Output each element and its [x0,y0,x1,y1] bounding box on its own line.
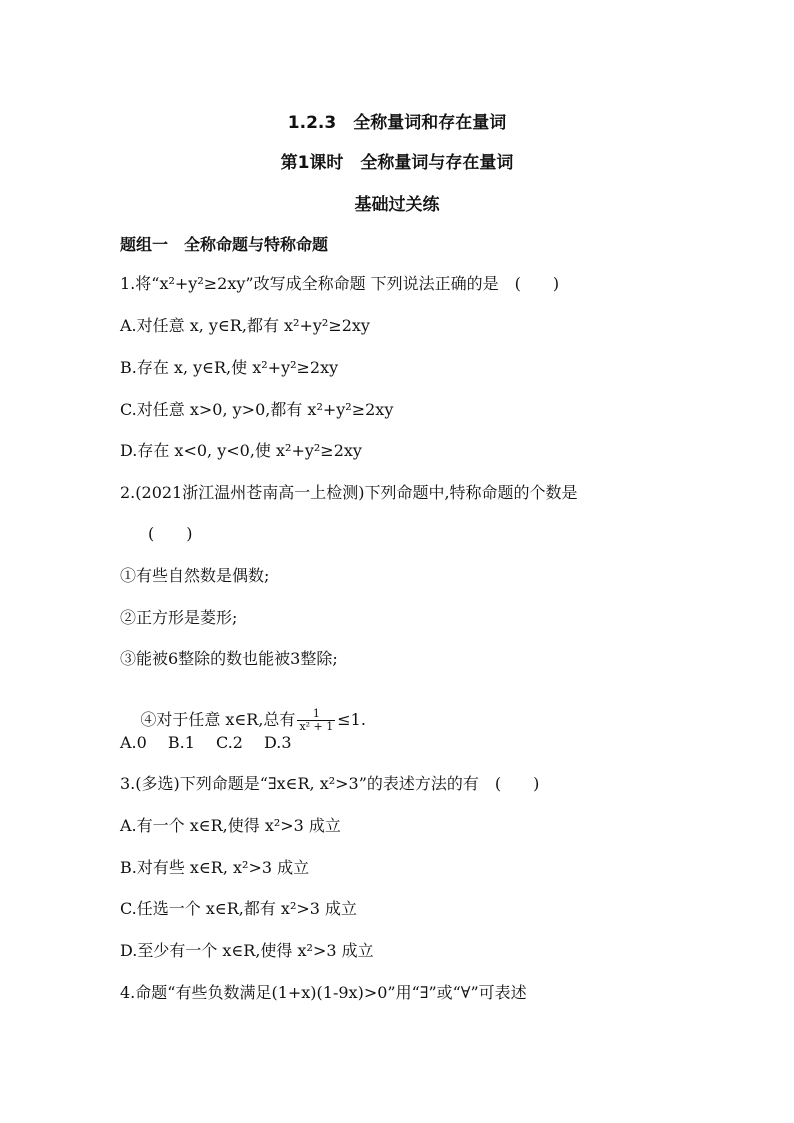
fraction-denominator: x² + 1 [299,720,334,733]
item-4-prefix: ④对于任意 x∈R,总有 [140,710,296,729]
question-1-stem: 1.将“x²+y²≥2xy”改写成全称命题 下列说法正确的是 ( ) [120,274,560,293]
question-2-item-1: ①有些自然数是偶数; [120,566,270,585]
question-1-option-b: B.存在 x, y∈R,使 x²+y²≥2xy [120,358,339,377]
question-1-option-d: D.存在 x<0, y<0,使 x²+y²≥2xy [120,441,362,460]
question-2-stem: 2.(2021浙江温州苍南高一上检测)下列命题中,特称命题的个数是 [120,483,578,502]
section-title: 1.2.3 全称量词和存在量词 [287,113,507,133]
question-3-option-b: B.对有些 x∈R, x²>3 成立 [120,858,310,877]
question-2-answer-paren: ( ) [148,524,193,543]
question-2-item-2: ②正方形是菱形; [120,608,238,627]
question-3-option-d: D.至少有一个 x∈R,使得 x²>3 成立 [120,941,374,960]
question-3-option-a: A.有一个 x∈R,使得 x²>3 成立 [120,816,341,835]
practice-title: 基础过关练 [354,195,440,215]
question-3-option-c: C.任选一个 x∈R,都有 x²>3 成立 [120,899,358,918]
question-3-stem: 3.(多选)下列命题是“∃x∈R, x²>3”的表述方法的有 ( ) [120,774,540,793]
fraction-numerator: 1 [297,708,335,721]
group-heading: 题组一 全称命题与特称命题 [120,235,329,254]
question-1-option-c: C.对任意 x>0, y>0,都有 x²+y²≥2xy [120,400,394,419]
lesson-title: 第1课时 全称量词与存在量词 [280,153,514,173]
item-4-suffix: ≤1. [337,710,366,729]
question-4-stem: 4.命题“有些负数满足(1+x)(1-9x)>0”用“∃”或“∀”可表述 [120,983,527,1002]
question-2-item-3: ③能被6整除的数也能被3整除; [120,649,338,668]
question-2-choices: A.0 B.1 C.2 D.3 [120,733,292,752]
fraction [297,708,335,733]
question-1-option-a: A.对任意 x, y∈R,都有 x²+y²≥2xy [120,316,370,335]
